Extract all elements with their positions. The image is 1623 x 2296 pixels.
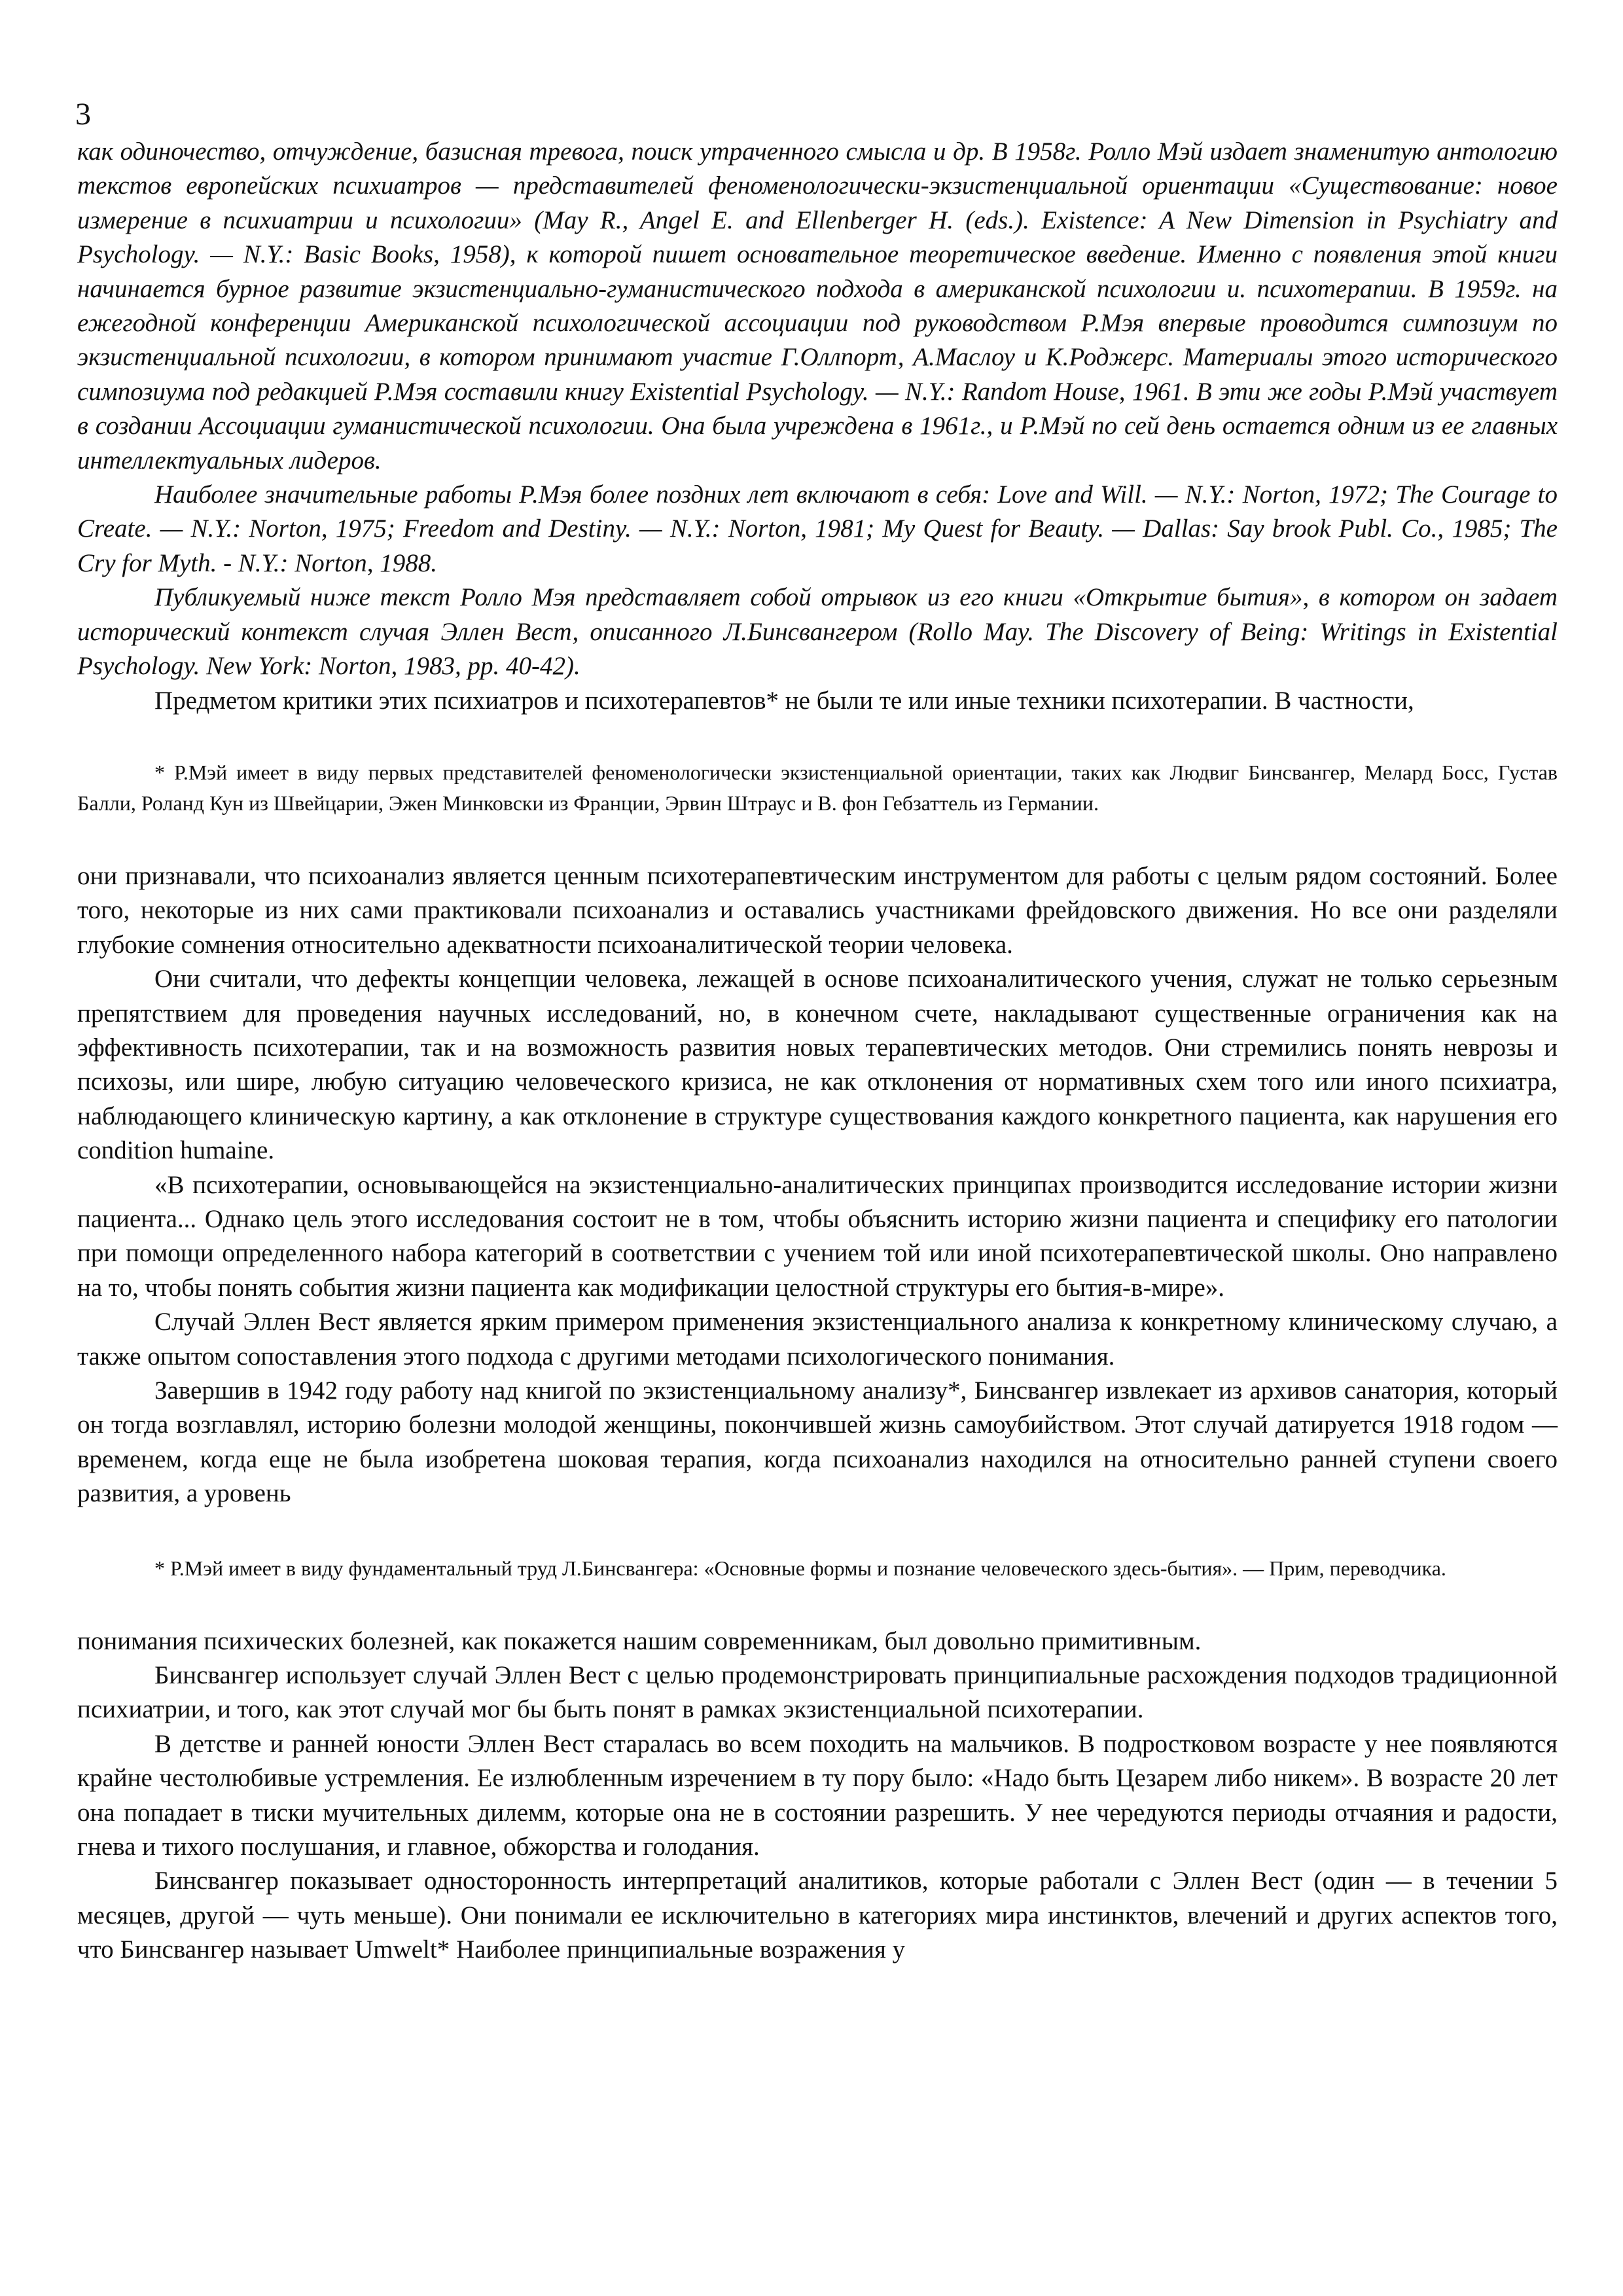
- body-paragraph-5: Случай Эллен Вест является ярким примером применения экзистенциального анализа к конкретному клиническому случаю, а также опытом сопоставления этого подхода с другими методами психологического понимания.: [77, 1308, 1558, 1371]
- footnote-1: * Р.Мэй имеет в виду первых представителей феноменологически экзистенциальной ориентации, таких как Людвиг Бинсвангер, Мелард Босс, Густав Балли, Роланд Кун из Швейцарии, Эжен Минковски из Франции, Эрвин Штраус и В. фон Гебзаттель из Германии.: [77, 760, 1558, 815]
- body-paragraph-7: понимания психических болезней, как покажется нашим современникам, был довольно примитивным.: [77, 1626, 1202, 1655]
- footnote-2: * Р.Мэй имеет в виду фундаментальный труд Л.Бинсвангера: «Основные формы и познание человеческого здесь-бытия». — Прим, переводчика.: [154, 1556, 1446, 1580]
- body-paragraph-8: Бинсвангер использует случай Эллен Вест с целью продемонстрировать принципиальные расхождения подходов традиционной психиатрии, и того, как этот случай мог бы быть понят в рамках экзистенциальной психотерапии.: [77, 1661, 1558, 1724]
- page-number: 3: [75, 97, 91, 132]
- body-paragraph-4: «В психотерапии, основывающейся на экзистенциально-аналитических принципах производится исследование истории жизни пациента... Однако цель этого исследования состоит не в том, чтобы объяснить историю жизни пациента и специфику его патологии при помощи определенного набора категорий в соответствии с учением той или иной психотерапевтической школы. Оно направлено на то, чтобы понять события жизни пациента как модификации целостной структуры его бытия-в-мире».: [77, 1170, 1558, 1302]
- intro-paragraph-3: Публикуемый ниже текст Ролло Мэя представляет собой отрывок из его книги «Открытие бытия», в котором он задает исторический контекст случая Эллен Вест, описанного Л.Бинсвангером (Rollo May. The Discovery of Being: Writings in Existential Psychology. New York: Norton, 1983, pp. 40-42).: [77, 583, 1558, 681]
- body-paragraph-9: В детстве и ранней юности Эллен Вест старалась во всем походить на мальчиков. В подростковом возрасте у нее появляются крайне честолюбивые устремления. Ее излюбленным изречением в ту пору было: «Надо быть Цезарем либо никем». В возрасте 20 лет она попадает в тиски мучительных дилемм, которые она не в состоянии разрешить. У нее чередуются периоды отчаяния и радости, гнева и тихого послушания, и главное, обжорства и голодания.: [77, 1729, 1558, 1861]
- body-paragraph-6: Завершив в 1942 году работу над книгой по экзистенциальному анализу*, Бинсвангер извлекает из архивов санатория, который он тогда возглавлял, историю болезни молодой женщины, покончившей жизнь самоубийством. Этот случай датируется 1918 годом — временем, когда еще не была изобретена шоковая терапия, когда психоанализ находился на относительно ранней ступени своего развития, а уровень: [77, 1376, 1558, 1508]
- intro-paragraph-2: Наиболее значительные работы Р.Мэя более поздних лет включают в себя: Love and Will. — N.Y.: Norton, 1972; The Courage to Create. — N.Y.: Norton, 1975; Freedom and Destiny. — N.Y.: Norton, 1981; My Quest for Beauty. — Dallas: Say brook Publ. Co., 1985; The Cry for Myth. - N.Y.: Norton, 1988.: [77, 480, 1558, 577]
- body-paragraph-1: Предметом критики этих психиатров и психотерапевтов* не были те или иные техники психотерапии. В частности,: [154, 686, 1414, 715]
- intro-paragraph-1: как одиночество, отчуждение, базисная тревога, поиск утраченного смысла и др. В 1958г. Ролло Мэй издает знаменитую антологию текстов европейских психиатров — представителей феноменологически-экзистенциальной ориентации «Существование: новое измерение в психиатрии и психологии» (May R., Angel E. and Ellenberger H. (eds.). Existence: A New Dimension in Psychiatry and Psychology. — N.Y.: Basic Books, 1958), к которой пишет основательное теоретическое введение. Именно с появления этой книги начинается бурное развитие экзистенциально-гуманистического подхода в американской психологии и. психотерапии. В 1959г. на ежегодной конференции Американской психологической ассоциации под руководством Р.Мэя впервые проводится симпозиум по экзистенциальной психологии, в котором принимают участие Г.Оллпорт, А.Маслоу и К.Роджерс. Материалы этого исторического симпозиума под редакцией Р.Мэя составили книгу Existential Psychology. — N.Y.: Random House, 1961. В эти же годы Р.Мэй участвует в создании Ассоциации гуманистической психологии. Она была учреждена в 1961г., и Р.Мэй по сей день остается одним из ее главных интеллектуальных лидеров.: [77, 137, 1558, 475]
- body-paragraph-10: Бинсвангер показывает односторонность интерпретаций аналитиков, которые работали с Эллен Вест (один — в течении 5 месяцев, другой — чуть меньше). Они понимали ее исключительно в категориях мира инстинктов, влечений и других аспектов того, что Бинсвангер называет Umwelt* Наиболее принципиальные возражения у: [77, 1867, 1558, 1964]
- document-body: [77, 135, 1558, 1967]
- body-paragraph-2: они признавали, что психоанализ является ценным психотерапевтическим инструментом для работы с целым рядом состояний. Более того, некоторые из них сами практиковали психоанализ и оставались участниками фрейдовского движения. Но все они разделяли глубокие сомнения относительно адекватности психоаналитической теории человека.: [77, 861, 1558, 959]
- body-paragraph-3: Они считали, что дефекты концепции человека, лежащей в основе психоаналитического учения, служат не только серьезным препятствием для проведения научных исследований, но, в конечном счете, накладывают существенные ограничения как на эффективность психотерапии, так и на возможность развития новых терапевтических методов. Они стремились понять неврозы и психозы, или шире, любую ситуацию человеческого кризиса, не как отклонения от нормативных схем того или иного психиатра, наблюдающего клиническую картину, а как отклонение в структуре существования каждого конкретного пациента, как нарушения его condition humaine.: [77, 965, 1558, 1165]
